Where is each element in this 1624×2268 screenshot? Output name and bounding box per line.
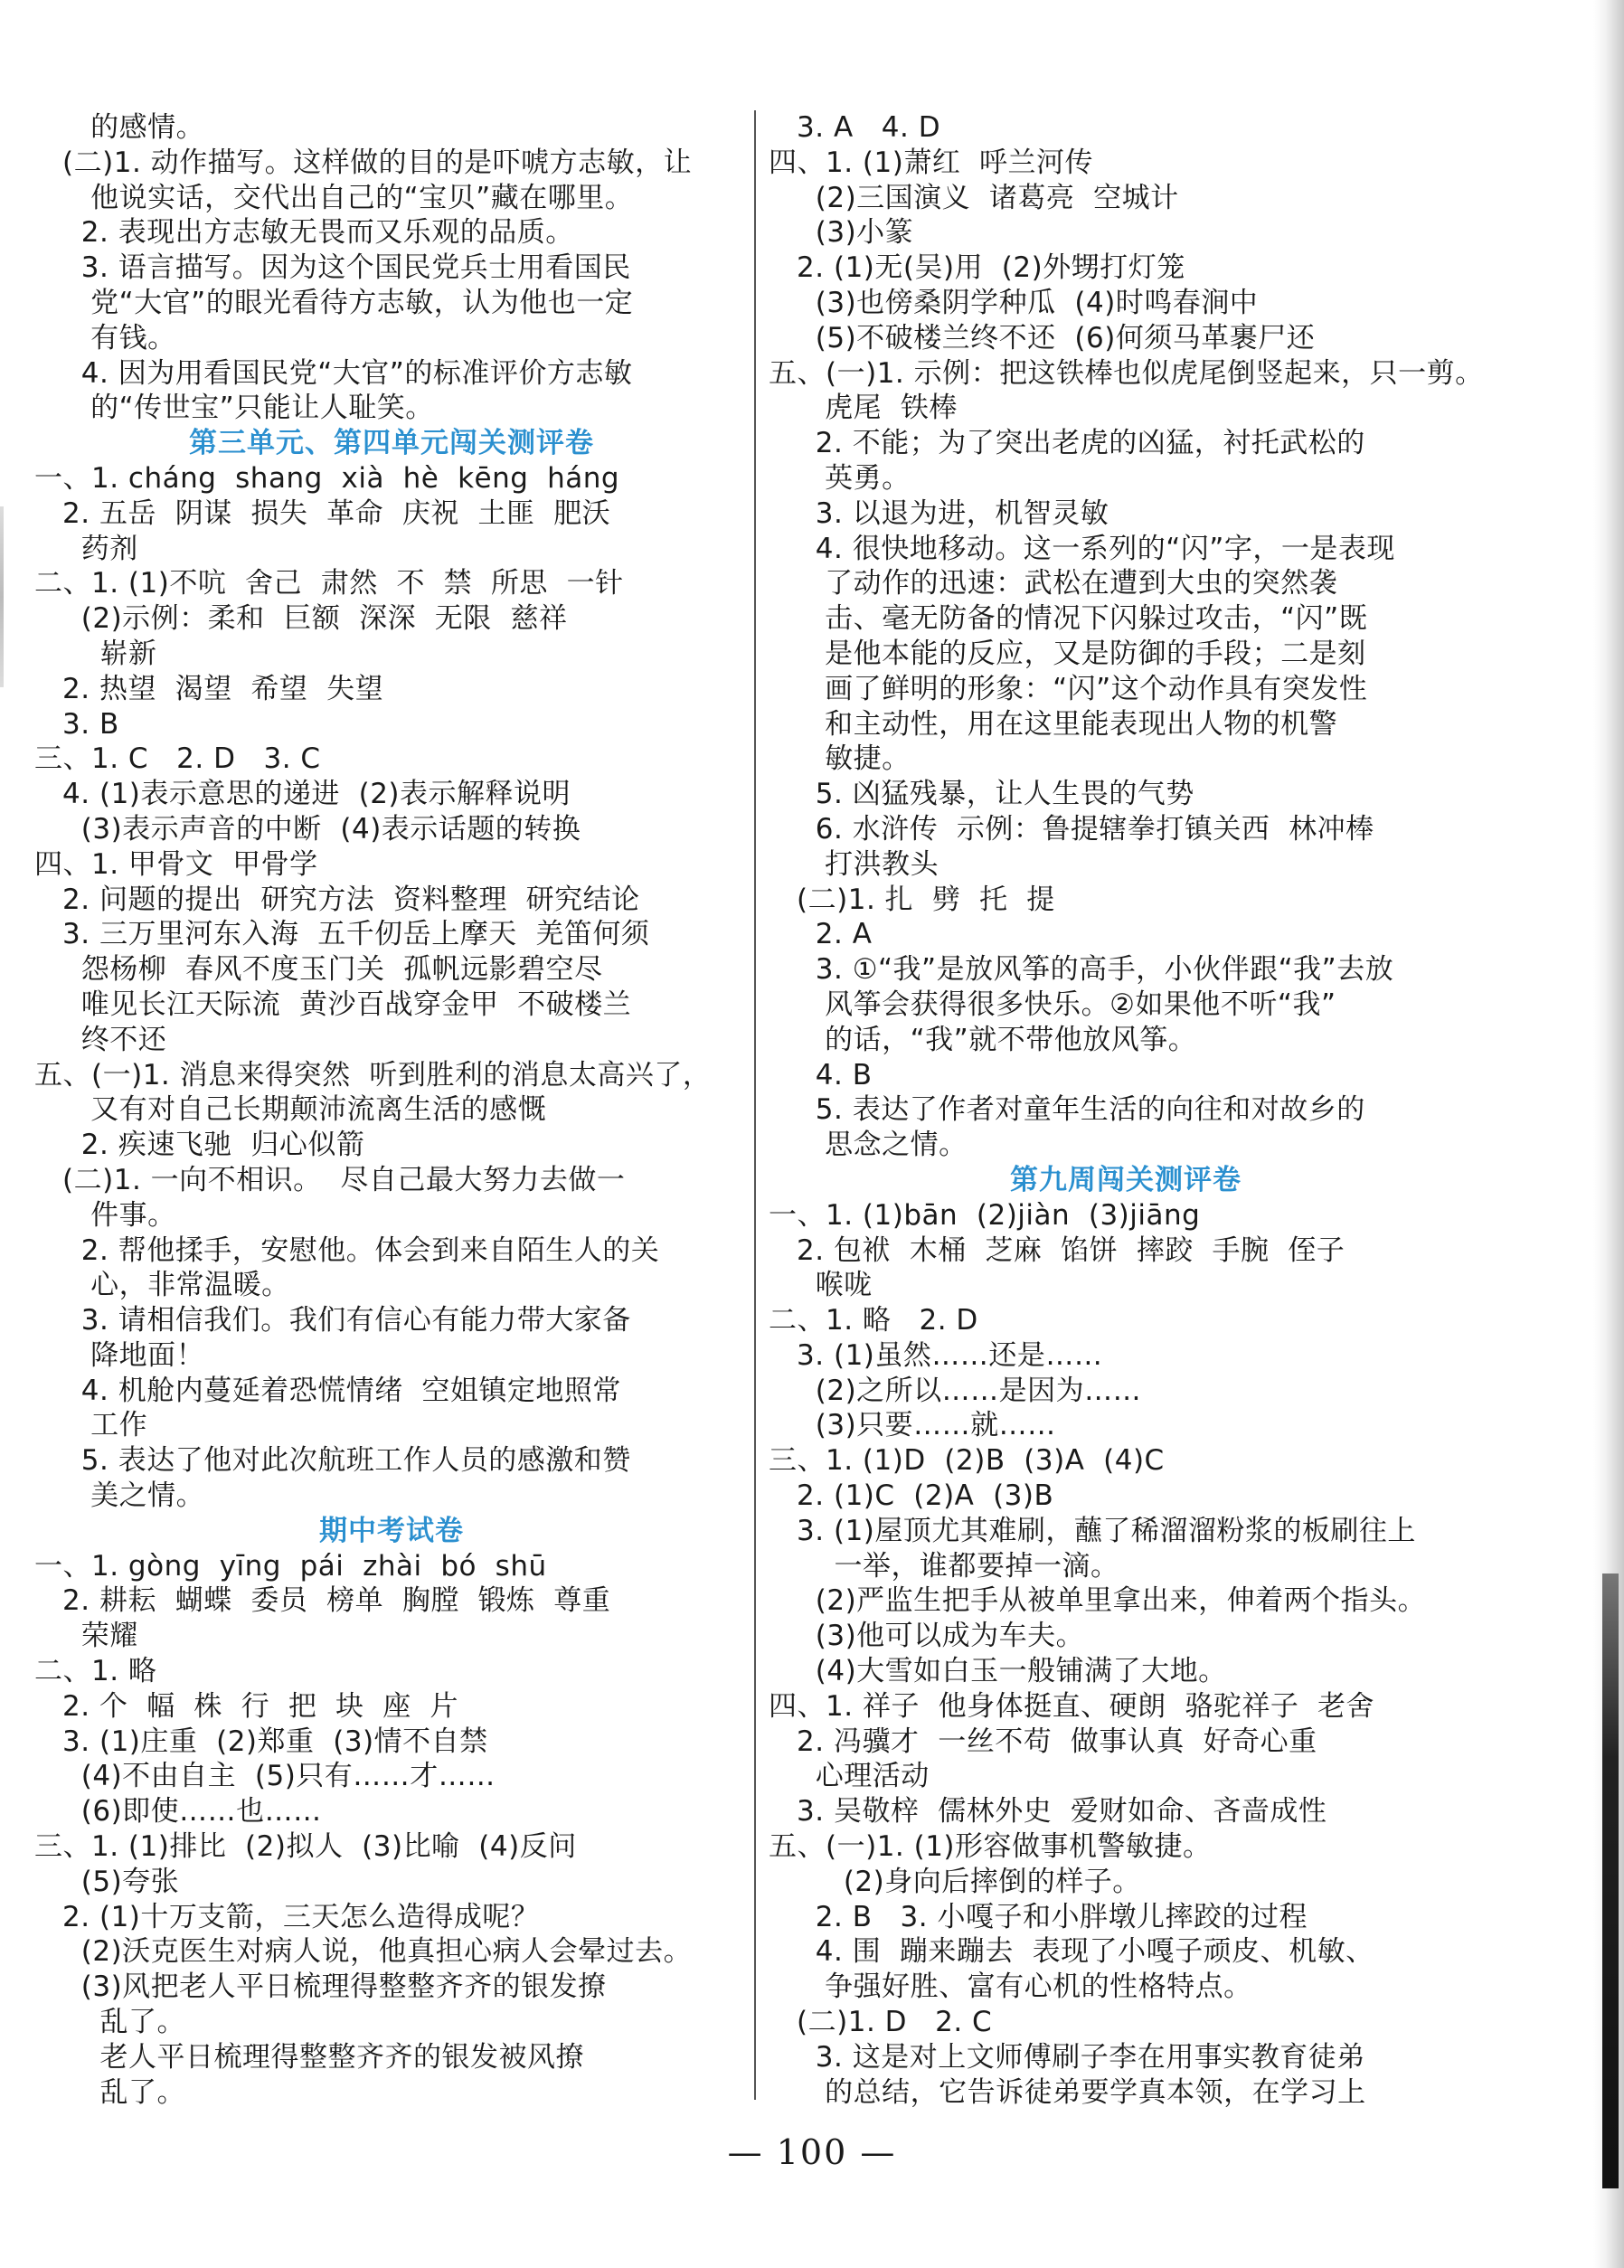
answer-line: 四、1. (1)萧红 呼兰河传 [769, 146, 1094, 179]
answer-line: 2. (1)十万支箭，三天怎么造得成呢？ [34, 1900, 540, 1933]
answer-line: 4. (1)表示意思的递进 (2)表示解释说明 [34, 778, 571, 811]
answer-line: 2. 个 幅 株 行 把 块 座 片 [34, 1689, 458, 1723]
answer-line: 的感情。 [34, 111, 205, 144]
answer-line: 3. 以退为进，机智灵敏 [769, 496, 1109, 530]
answer-line: 药剂 [34, 532, 138, 565]
answer-line: 风筝会获得很多快乐。②如果他不听“我” [769, 988, 1336, 1021]
answer-line: 二、1. (1)不吭 舍己 肃然 不 禁 所思 一针 [34, 567, 624, 600]
answer-line: 又有对自己长期颠沛流离生活的感慨 [34, 1093, 547, 1127]
answer-line: 3. 请相信我们。我们有信心有能力带大家备 [34, 1304, 631, 1337]
answer-line: 五、(一)1. (1)形容做事机警敏捷。 [769, 1830, 1212, 1864]
answer-line: 三、1. (1)排比 (2)拟人 (3)比喻 (4)反问 [34, 1830, 577, 1864]
answer-line: 画了鲜明的形象：“闪”这个动作具有突发性 [769, 672, 1368, 705]
answer-line: 崭新 [34, 637, 157, 670]
answer-line: 4. 围 蹦来蹦去 表现了小嘎子顽皮、机敏、 [769, 1935, 1374, 1969]
answer-line: 他说实话，交代出自己的“宝贝”藏在哪里。 [34, 181, 634, 214]
page-number: — 100 — [727, 2132, 897, 2172]
answer-line: 二、1. 略 2. D [769, 1304, 978, 1337]
answer-line: 荣耀 [34, 1620, 138, 1653]
answer-line: 美之情。 [34, 1479, 205, 1513]
answer-line: 心，非常温暖。 [34, 1269, 290, 1302]
answer-line: 三、1. (1)D (2)B (3)A (4)C [769, 1444, 1165, 1478]
answer-line: 4. 很快地移动。这一系列的“闪”字，一是表现 [769, 532, 1395, 565]
answer-line: 唯见长江天际流 黄沙百战穿金甲 不破楼兰 [34, 988, 632, 1021]
answer-line: 是他本能的反应，又是防御的手段；二是刻 [769, 637, 1366, 670]
answer-line: (二)1. 动作描写。这样做的目的是吓唬方志敏，让 [34, 146, 693, 179]
answer-line: 一、1. cháng shang xià hè kēng háng [34, 461, 620, 495]
answer-line: 2. (1)C (2)A (3)B [769, 1479, 1054, 1513]
answer-line: 五、(一)1. 消息来得突然 听到胜利的消息太高兴了， [34, 1058, 712, 1091]
answer-line: 3. (1)庄重 (2)郑重 (3)情不自禁 [34, 1725, 488, 1758]
answer-line: 的话，“我”就不带他放风筝。 [769, 1023, 1197, 1056]
left-edge-shadow [0, 506, 4, 687]
answer-line: 三、1. C 2. D 3. C [34, 742, 321, 776]
answer-line: 打洪教头 [769, 847, 939, 881]
answer-line: 3. 吴敬梓 儒林外史 爱财如命、吝啬成性 [769, 1795, 1327, 1829]
answer-line: (3)风把老人平日梳理得整整齐齐的银发撩 [34, 1970, 607, 2004]
answer-line: (3)只要……就…… [769, 1409, 1056, 1442]
answer-line: (2)严监生把手从被单里拿出来，伸着两个指头。 [769, 1584, 1427, 1618]
answer-line: 3. 这是对上文师傅刷子李在用事实教育徒弟 [769, 2040, 1365, 2074]
section-heading: 第三单元、第四单元闯关测评卷 [189, 427, 594, 460]
answer-line: (3)他可以成为车夫。 [769, 1620, 1085, 1653]
answer-line: (4)不由自主 (5)只有……才…… [34, 1760, 496, 1793]
right-edge-binding [1602, 1573, 1619, 2188]
answer-line: 4. 机舱内蔓延着恐慌情绪 空姐镇定地照常 [34, 1374, 621, 1407]
left-column [34, 110, 749, 2110]
section-heading: 期中考试卷 [319, 1514, 464, 1547]
answer-line: (4)大雪如白玉一般铺满了大地。 [769, 1655, 1227, 1688]
answer-line: 3. 三万里河东入海 五千仞岳上摩天 羌笛何须 [34, 918, 650, 951]
answer-line: (6)即使……也…… [34, 1795, 322, 1829]
answer-line: 3. A 4. D [769, 111, 941, 144]
answer-line: 的“传世宝”只能让人耻笑。 [34, 392, 434, 425]
answer-line: 虎尾 铁棒 [769, 392, 958, 425]
answer-line: 5. 凶猛残暴，让人生畏的气势 [769, 778, 1194, 811]
answer-line: 2. 热望 渴望 希望 失望 [34, 672, 384, 705]
answer-line: 3. (1)屋顶尤其难刷，蘸了稀溜溜粉浆的板刷往上 [769, 1514, 1416, 1547]
answer-line: 2. 耕耘 蝴蝶 委员 榜单 胸膛 锻炼 尊重 [34, 1584, 611, 1618]
answer-line: 2. 不能；为了突出老虎的凶猛，衬托武松的 [769, 427, 1365, 460]
answer-line: (3)也傍桑阴学种瓜 (4)时鸣春涧中 [769, 286, 1259, 319]
answer-line: (二)1. D 2. C [769, 2006, 993, 2039]
answer-line: 6. 水浒传 示例：鲁提辖拳打镇关西 林冲棒 [769, 812, 1374, 846]
answer-line: 4. B [769, 1058, 873, 1091]
answer-line: 和主动性，用在这里能表现出人物的机警 [769, 707, 1338, 741]
answer-line: (5)夸张 [34, 1865, 180, 1898]
answer-line: 一、1. (1)bān (2)jiàn (3)jiāng [769, 1198, 1201, 1232]
answer-line: (2)身向后摔倒的样子。 [769, 1865, 1141, 1898]
answer-line: 一举，谁都要掉一滴。 [769, 1549, 1119, 1583]
answer-line: 终不还 [34, 1023, 167, 1056]
answer-line: 党“大官”的眼光看待方志敏，认为他也一定 [34, 286, 634, 319]
answer-line: 2. 冯骥才 一丝不苟 做事认真 好奇心重 [769, 1725, 1317, 1758]
answer-line: (3)小篆 [769, 216, 914, 250]
answer-line: 工作 [34, 1409, 148, 1442]
answer-line: (二)1. 扎 劈 托 提 [769, 883, 1055, 916]
right-column [769, 110, 1483, 2110]
answer-line: (5)不破楼兰终不还 (6)何须马革裹尸还 [769, 321, 1316, 354]
answer-line: 五、(一)1. 示例：把这铁棒也似虎尾倒竖起来，只一剪。 [769, 356, 1484, 390]
answer-line: 了动作的迅速：武松在遭到大虫的突然袭 [769, 567, 1338, 600]
section-heading: 第九周闯关测评卷 [1010, 1163, 1242, 1196]
answer-line: 3. B [34, 707, 119, 741]
answer-line: 2. B 3. 小嘎子和小胖墩儿摔跤的过程 [769, 1900, 1308, 1933]
answer-line: 2. 包袱 木桶 芝麻 馅饼 摔跤 手腕 侄子 [769, 1233, 1345, 1267]
answer-line: 有钱。 [34, 321, 176, 354]
answer-line: 乱了。 [34, 2075, 185, 2109]
answer-line: (2)沃克医生对病人说，他真担心病人会晕过去。 [34, 1935, 693, 1969]
answer-line: (2)三国演义 诸葛亮 空城计 [769, 181, 1179, 214]
answer-line: 3. ①“我”是放风筝的高手，小伙伴跟“我”去放 [769, 953, 1394, 987]
answer-line: (2)示例：柔和 巨额 深深 无限 慈祥 [34, 602, 568, 636]
answer-line: 2. 五岳 阴谋 损失 革命 庆祝 土匪 肥沃 [34, 496, 611, 530]
answer-line: 四、1. 甲骨文 甲骨学 [34, 847, 318, 881]
answer-line: (二)1. 一向不相识。 尽自己最大努力去做一 [34, 1163, 626, 1196]
answer-line: 二、1. 略 [34, 1655, 157, 1688]
answer-line: 件事。 [34, 1198, 176, 1232]
answer-line: (2)之所以……是因为…… [769, 1374, 1142, 1407]
answer-line: 2. 表现出方志敏无畏而又乐观的品质。 [34, 216, 574, 250]
answer-line: 争强好胜、富有心机的性格特点。 [769, 1970, 1252, 2004]
answer-line: 击、毫无防备的情况下闪躲过攻击，“闪”既 [769, 602, 1368, 636]
answer-line: 敏捷。 [769, 742, 911, 776]
answer-line: 降地面！ [34, 1338, 205, 1372]
answer-line: (3)表示声音的中断 (4)表示话题的转换 [34, 812, 581, 846]
answer-line: 2. 帮他揉手，安慰他。体会到来自陌生人的关 [34, 1233, 660, 1267]
answer-line: 3. 语言描写。因为这个国民党兵士用看国民 [34, 251, 631, 285]
answer-line: 英勇。 [769, 461, 911, 495]
answer-line: 心理活动 [769, 1760, 930, 1793]
answer-line: 4. 因为用看国民党“大官”的标准评价方志敏 [34, 356, 633, 390]
answer-line: 2. (1)无(吴)用 (2)外甥打灯笼 [769, 251, 1185, 285]
answer-line: 老人平日梳理得整整齐齐的银发被风撩 [34, 2040, 584, 2074]
column-divider [754, 110, 756, 2100]
answer-line: 四、1. 祥子 他身体挺直、硬朗 骆驼祥子 老舍 [769, 1689, 1375, 1723]
answer-line: 的总结，它告诉徒弟要学真本领，在学习上 [769, 2075, 1366, 2109]
answer-line: 喉咙 [769, 1269, 873, 1302]
answer-line: 5. 表达了他对此次航班工作人员的感激和赞 [34, 1444, 631, 1478]
answer-line: 怨杨柳 春风不度玉门关 孤帆远影碧空尽 [34, 953, 603, 987]
answer-line: 2. A [769, 918, 873, 951]
answer-line: 3. (1)虽然……还是…… [769, 1338, 1103, 1372]
answer-line: 一、1. gòng yīng pái zhài bó shū [34, 1549, 547, 1583]
answer-line: 2. 疾速飞驰 归心似箭 [34, 1129, 365, 1162]
answer-line: 5. 表达了作者对童年生活的向往和对故乡的 [769, 1093, 1365, 1127]
answer-line: 乱了。 [34, 2006, 185, 2039]
answer-line: 思念之情。 [769, 1129, 968, 1162]
answer-line: 2. 问题的提出 研究方法 资料整理 研究结论 [34, 883, 640, 916]
